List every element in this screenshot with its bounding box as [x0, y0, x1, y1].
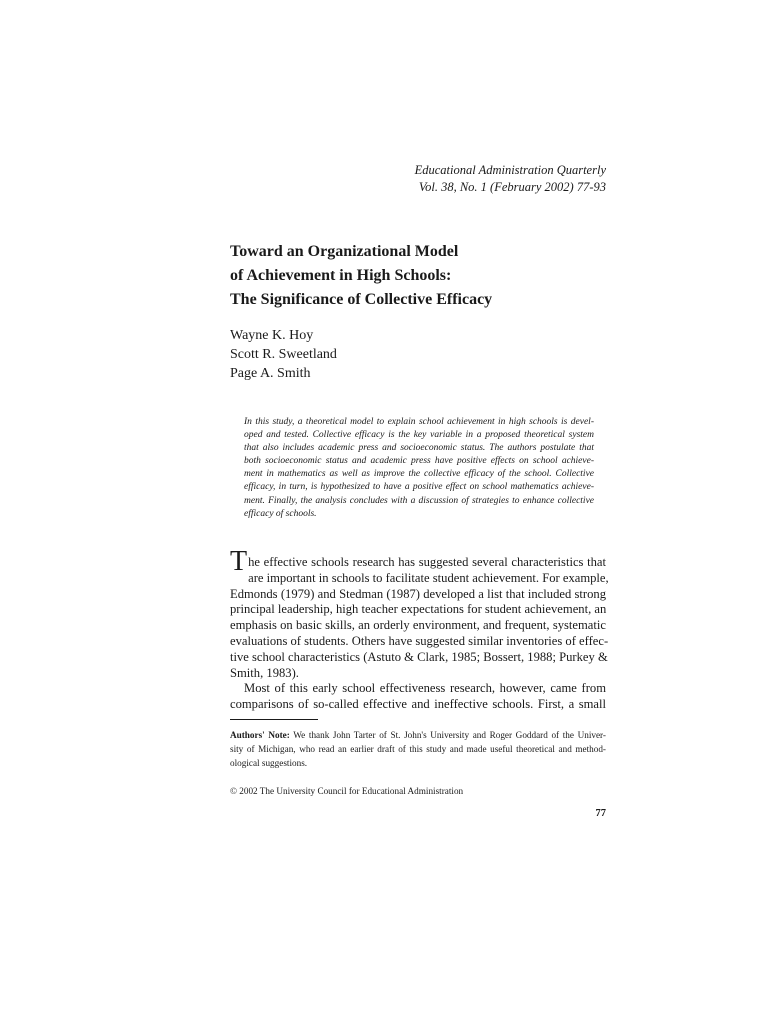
body-line: principal leadership, high teacher expectations for student achievement, an	[230, 602, 607, 617]
authors-note-line: ological suggestions.	[230, 758, 308, 768]
body-line: Edmonds (1979) and Stedman (1987) developed a list that included strong	[230, 586, 606, 601]
authors-note-line: sity of Michigan, who read an earlier draft of this study and made useful theoretical and method-	[230, 744, 606, 754]
page-number: 77	[595, 808, 606, 819]
authors-note-text: We thank John Tarter of St. John's University and Roger Goddard of the Univer-	[289, 730, 606, 740]
body-line: he effective schools research has suggested several characteristics that	[248, 555, 606, 569]
abstract-line: efficacy, in turn, is hypothesized to have a positive effect on school mathematics achieve-	[244, 482, 594, 493]
abstract-line: ment. Finally, the analysis concludes with a discussion of strategies to enhance collective	[244, 495, 594, 506]
journal-name: Educational Administration Quarterly	[414, 163, 606, 177]
abstract-line: efficacy of schools.	[244, 508, 317, 519]
abstract-line: In this study, a theoretical model to explain school achievement in high schools is devel-	[244, 417, 594, 427]
article-title	[230, 240, 650, 312]
journal-citation: Vol. 38, No. 1 (February 2002) 77-93	[418, 180, 606, 194]
body-line: emphasis on basic skills, an orderly environment, and frequent, systematic	[230, 618, 606, 633]
body-line: evaluations of students. Others have suggested similar inventories of effec-	[230, 633, 609, 648]
title-line: Toward an Organizational Model	[230, 243, 459, 260]
author-name: Wayne K. Hoy	[230, 328, 314, 343]
body-line: Smith, 1983).	[230, 665, 299, 680]
body-line: are important in schools to facilitate student achievement. For example,	[248, 570, 609, 585]
abstract-line: that also includes academic press and socioeconomic status. The authors postulate that	[244, 443, 594, 454]
body-first-line	[230, 546, 606, 577]
authors-note-label: Authors' Note:	[230, 730, 290, 740]
abstract-line: both socioeconomic status and academic press have positive effects on school achieve-	[244, 456, 594, 467]
author-list	[230, 326, 337, 383]
abstract-line: oped and tested. Collective efficacy is the key variable in a proposed theoretical system	[244, 430, 594, 441]
title-line: of Achievement in High Schools:	[230, 267, 452, 284]
drop-cap: T	[230, 546, 248, 577]
abstract	[244, 416, 594, 521]
footnote-rule	[230, 719, 318, 720]
author-name: Page A. Smith	[230, 366, 311, 381]
abstract-line: ment in mathematics as well as improve the collective efficacy of the school. Collective	[244, 469, 594, 480]
author-name: Scott R. Sweetland	[230, 347, 337, 362]
title-line: The Significance of Collective Efficacy	[230, 291, 493, 308]
authors-note	[230, 728, 606, 770]
body-line: tive school characteristics (Astuto & Clark, 1985; Bossert, 1988; Purkey &	[230, 649, 608, 664]
body-line: Most of this early school effectiveness research, however, came from	[244, 681, 606, 696]
copyright-notice: © 2002 The University Council for Educational Administration	[230, 786, 464, 796]
body-text	[230, 546, 609, 713]
authors-note-line	[230, 728, 606, 742]
journal-header	[415, 162, 606, 196]
body-line: comparisons of so-called effective and ineffective schools. First, a small	[230, 697, 606, 712]
